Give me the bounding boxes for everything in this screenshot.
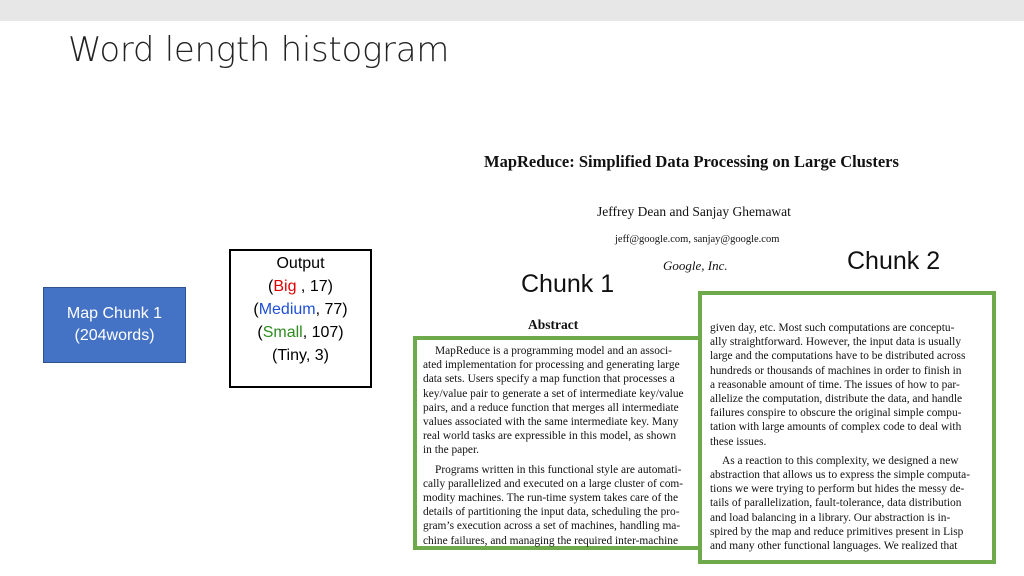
output-row-big: (Big , 17)	[268, 278, 333, 295]
paper-line: in the paper.	[423, 444, 479, 457]
map-chunk-box	[43, 287, 186, 363]
paper-email: jeff@google.com, sanjay@google.com	[615, 234, 780, 245]
paper-line: hundreds or thousands of machines in order to finish in	[710, 364, 962, 377]
chunk-2-label: Chunk 2	[847, 247, 941, 275]
output-box	[229, 249, 372, 388]
chunk-1-text-box	[413, 336, 704, 550]
paper-line: real world tasks are expressible in this model, as shown	[423, 430, 677, 443]
map-chunk-word-count: (204words)	[74, 327, 155, 344]
paper-line: key/value pair to generate a set of intermediate key/value	[423, 387, 684, 400]
paper-line: gram’s execution across a set of machines, handling ma-	[423, 520, 681, 533]
chunk-1-label: Chunk 1	[521, 270, 615, 298]
paper-line: these issues.	[710, 435, 767, 448]
paper-line: spired by the map and reduce primitives present in Lisp	[710, 525, 964, 538]
output-heading: Output	[276, 255, 325, 272]
output-category-medium: Medium	[258, 301, 316, 318]
paper-line: chine failures, and managing the required inter-machine	[423, 534, 679, 547]
output-category-big: Big	[273, 278, 297, 295]
abstract-heading: Abstract	[528, 317, 579, 332]
paper-line: MapReduce is a programming model and an associ-	[435, 345, 672, 357]
paper-line: ally straightforward. However, the input data is usually	[710, 336, 962, 349]
map-chunk-label: Map Chunk 1	[66, 305, 163, 322]
top-bar	[0, 0, 1024, 21]
paper-line: given day, etc. Most such computations are conceptu-	[710, 322, 955, 334]
paper-line: a reasonable amount of time. The issues of how to par-	[710, 378, 960, 391]
paper-line: values associated with the same intermediate key. Many	[423, 416, 679, 429]
output-row-tiny: (Tiny, 3)	[272, 347, 329, 364]
paper-line: allelize the computation, distribute the data, and handle	[710, 393, 963, 406]
paper-line: pairs, and a reduce function that merges all intermediate	[423, 401, 679, 414]
paper-line: modity machines. The run-time system takes care of the	[423, 492, 679, 505]
paper-title: MapReduce: Simplified Data Processing on Large Clusters	[484, 152, 899, 171]
paper-line: abstraction that allows us to express the simple computa-	[710, 469, 971, 482]
paper-line: As a reaction to this complexity, we designed a new	[722, 454, 959, 467]
paper-authors: Jeffrey Dean and Sanjay Ghemawat	[597, 204, 791, 219]
paper-line: large and the computations have to be distributed across	[710, 350, 966, 363]
paper-line: Programs written in this functional style are automati-	[435, 463, 682, 476]
paper-line: cally parallelized and executed on a large cluster of com-	[423, 477, 684, 490]
paper-line: and load balancing in a library. Our abstraction is in-	[710, 511, 951, 524]
paper-line: ated implementation for processing and generating large	[423, 359, 680, 372]
paper-line: details of partitioning the input data, scheduling the pro-	[423, 506, 680, 519]
paper-line: data sets. Users specify a map function that processes a	[423, 373, 675, 386]
paper-line: tails of parallelization, fault-tolerance, data distribution	[710, 497, 962, 510]
paper-line: tation with large amounts of complex code to deal with	[710, 421, 962, 434]
output-row-small: (Small, 107)	[257, 324, 344, 341]
paper-line: tions we were trying to perform but hides the messy de-	[710, 483, 965, 496]
slide-title: Word length histogram	[68, 30, 450, 70]
output-category-small: Small	[262, 324, 303, 341]
output-row-medium: (Medium, 77)	[253, 301, 348, 318]
paper-line: failures conspire to obscure the original simple compu-	[710, 407, 962, 420]
chunk-2-text-box	[698, 291, 996, 564]
paper-line: and many other functional languages. We realized that	[710, 540, 958, 553]
paper-organization: Google, Inc.	[663, 258, 728, 273]
